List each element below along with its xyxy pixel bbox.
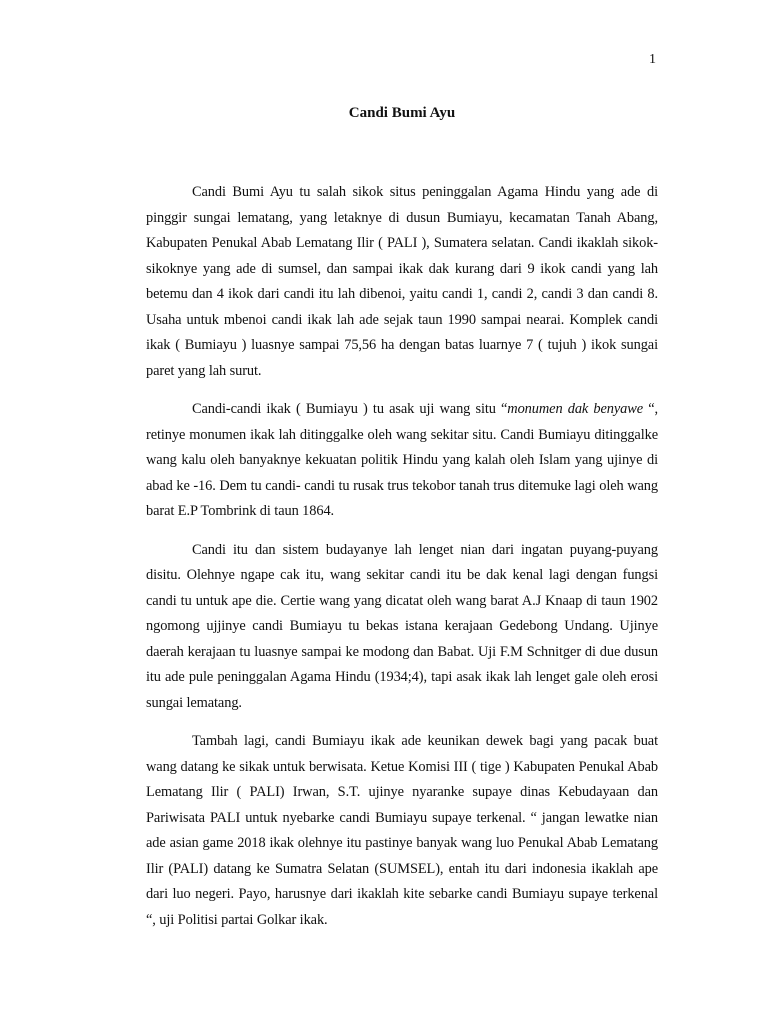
document-body [146,180,658,946]
paragraph-3: Candi itu dan sistem budayanye lah lenget nian dari ingatan puyang-puyang disitu. Olehnye ngape cak itu, wang sekitar candi itu be dak kenal lagi dengan fungsi candi tu untuk ape die. Certie wang yang dicatat oleh wang barat A.J Knaap di taun 1902 ngomong ujjinye candi Bumiayu tu bekas istana kerajaan Gedebong Undang. Ujinye daerah kerajaan tu luasnye sampai ke modong dan Babat. Uji F.M Schnitger di due dusun itu ade pule peninggalan Agama Hindu (1934;4), tapi asak ikak lah lenget gale oleh erosi sungai lematang. [146,541,658,711]
page-title: Candi Bumi Ayu [348,105,456,121]
paragraph-4: Tambah lagi, candi Bumiayu ikak ade keunikan dewek bagi yang pacak buat wang datang ke sikak untuk berwisata. Ketue Komisi III ( tige ) Kabupaten Penukal Abab Lematang Ilir ( PALI) Irwan, S.T. ujinye nyaranke supaye dinas Kebudayaan dan Pariwisata PALI untuk nyebarke candi Bumiayu supaye terkenal. “ jangan lewatke nian ade asian game 2018 ikak olehnye itu pastinye banyak wang luo Penukal Abab Lematang Ilir (PALI) datang ke Sumatra Selatan (SUMSEL), entah itu dari indonesia ikaklah ape dari luo negeri. Payo, harusnye dari ikaklah kite sebarke candi Bumiayu supaye terkenal “, uji Politisi partai Golkar ikak. [146,733,658,928]
paragraph-2-italic-phrase: monumen dak benyawe [507,401,644,417]
paragraph-2 [146,397,658,525]
paragraph-1: Candi Bumi Ayu tu salah sikok situs peninggalan Agama Hindu yang ade di pinggir sungai lematang, yang letaknye di dusun Bumiayu, kecamatan Tanah Abang, Kabupaten Penukal Abab Lematang Ilir ( PALI ), Sumatera selatan. Candi ikaklah sikok-sikoknye yang ade di sumsel, dan sampai ikak dak kurang dari 9 ikok candi yang lah betemu dan 4 ikok dari candi itu lah dibenoi, yaitu candi 1, candi 2, candi 3 dan candi 8. Usaha untuk mbenoi candi ikak lah ade sejak taun 1990 sampai nearai. Komplek candi ikak ( Bumiayu ) luasnye sampai 75,56 ha dengan batas luarnye 7 ( tujuh ) ikok sungai paret yang lah surut. [146,184,658,379]
paragraph-2-rest: “, retinye monumen ikak lah ditinggalke oleh wang sekitar situ. Candi Bumiayu ditinggalke wang kalu oleh banyaknye kekuatan politik Hindu yang kalah oleh Islam yang ujinye di abad ke -16. Dem tu candi- candi tu rusak trus tekobor tanah trus ditemuke lagi oleh wang barat E.P Tombrink di taun 1864. [146,401,658,519]
paragraph-2-lead: Candi-candi ikak ( Bumiayu ) tu asak uji wang situ “ [192,401,508,417]
page-number: 1 [649,52,656,67]
